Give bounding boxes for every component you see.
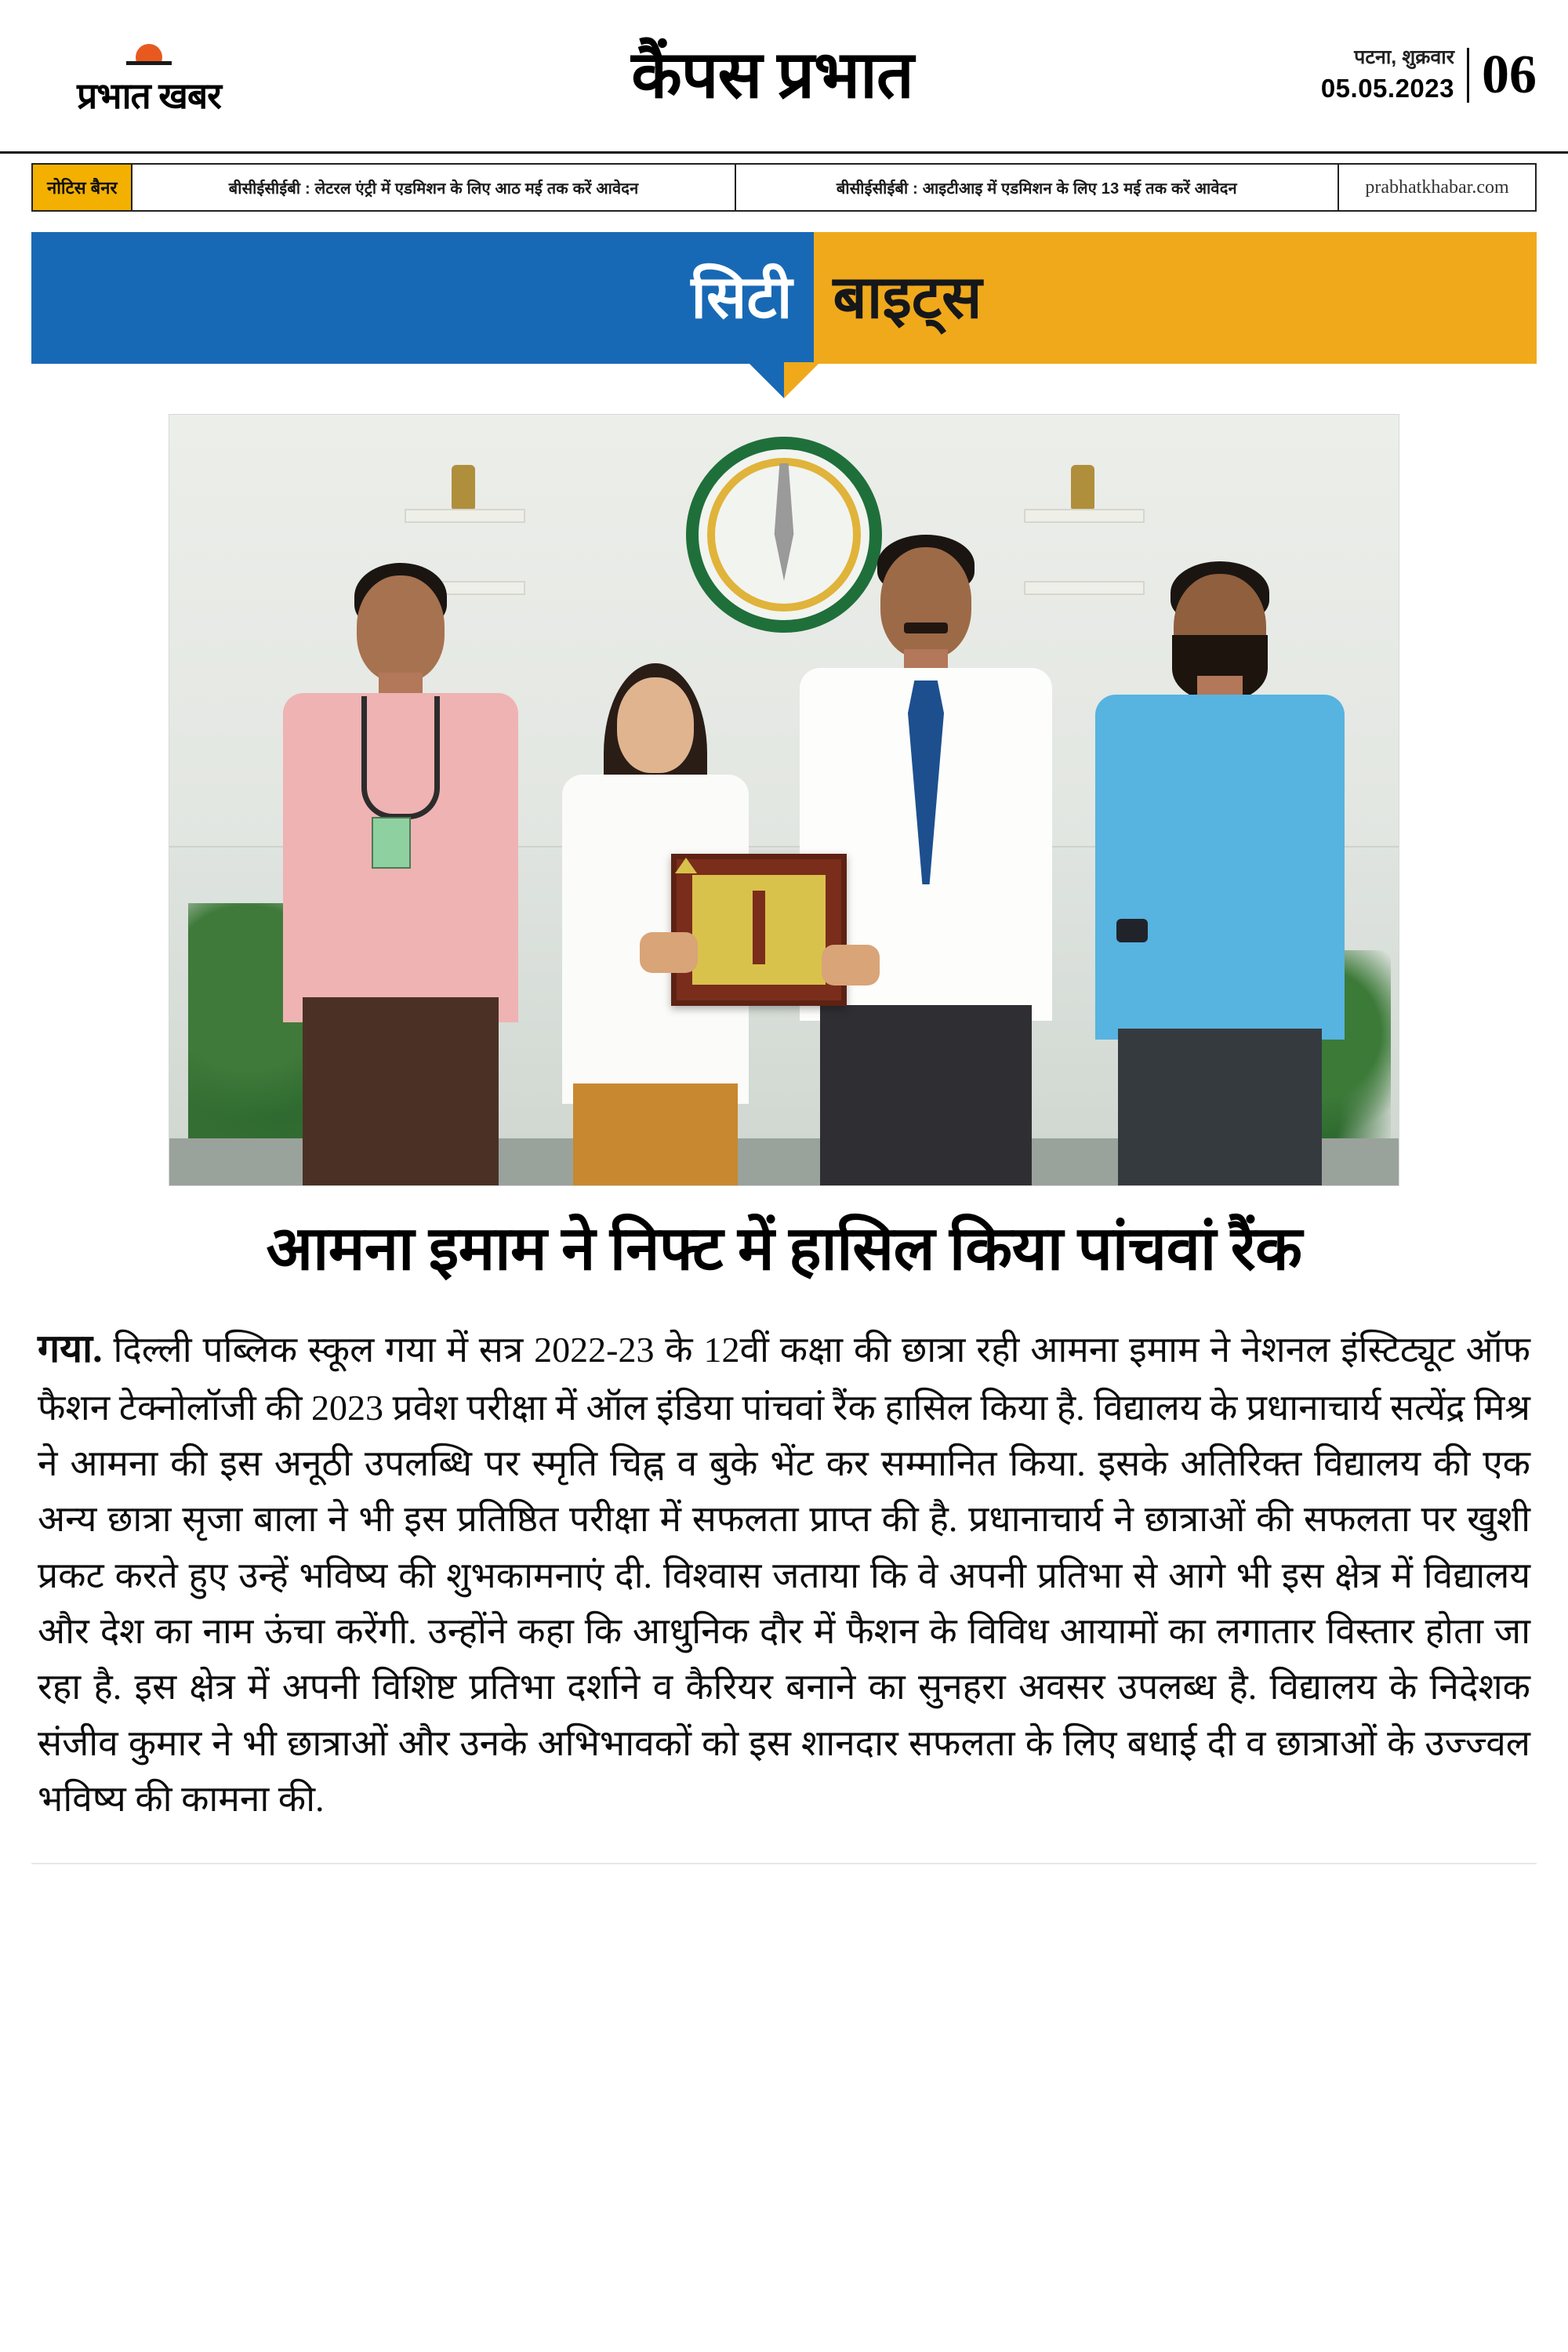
article-headline: आमना इमाम ने निफ्ट में हासिल किया पांचवां रैंक (266, 1214, 1302, 1283)
memento-plaque (671, 854, 847, 1006)
section-banner-left-text: सिटी (691, 265, 793, 331)
notice-item[interactable]: बीसीईसीईबी : लेटरल एंट्री में एडमिशन के लिए आठ मई तक करें आवेदन (132, 165, 735, 210)
article-photo (169, 414, 1399, 1186)
banner-notch-right-icon (784, 362, 820, 398)
masthead (0, 0, 1568, 154)
notice-banner-strip (31, 163, 1537, 212)
dateline-date: 05.05.2023 (1320, 74, 1454, 103)
section-banner-right-text: बाइट्स (833, 265, 982, 331)
sun-over-band-icon (126, 42, 172, 77)
wristwatch-icon (1116, 919, 1148, 942)
person-staff-right (1087, 550, 1353, 1185)
person-teacher-left (271, 558, 530, 1185)
banner-notch-left-icon (748, 362, 784, 398)
wall-shelf (405, 509, 525, 523)
masthead-dateline-block (1278, 45, 1537, 106)
hand-left (640, 932, 698, 973)
trophy-icon (452, 465, 475, 509)
wall-shelf (1024, 509, 1145, 523)
website-url[interactable]: prabhatkhabar.com (1365, 176, 1509, 198)
dateline-city: पटना, शुक्रवार (1354, 46, 1454, 69)
lanyard-icon (361, 696, 440, 819)
section-banner (31, 232, 1537, 397)
dateline (1321, 45, 1454, 106)
section-masthead-title: कैंपस प्रभात (631, 39, 913, 112)
article-dateline-word: गया. (38, 1327, 103, 1371)
publication-logo[interactable] (31, 38, 267, 114)
publication-logo-text: प्रभात खबर (77, 75, 221, 116)
notice-item[interactable]: बीसीईसीईबी : आइटीआइ में एडमिशन के लिए 13 मई तक करें आवेदन (736, 165, 1339, 210)
hand-right (822, 945, 880, 985)
star-icon (675, 858, 697, 873)
section-banner-right (814, 232, 1537, 364)
article-body-text: दिल्ली पब्लिक स्कूल गया में सत्र 2022-23 के 12वीं कक्षा की छात्रा रही आमना इमाम ने नेशनल इंस्टिट्यूट ऑफ फैशन टेक्नोलॉजी की 2023 प्रवेश परीक्षा में ऑल इंडिया पांचवां रैंक हासिल किया है. विद्यालय के प्रधानाचार्य सत्येंद्र मिश्र ने आमना की इस अनूठी उपलब्धि पर स्मृति चिह्न व बुके भेंट कर सम्मानित किया. इसके अतिरिक्त विद्यालय की एक अन्य छात्रा सृजा बाला ने भी इस प्रतिष्ठित परीक्षा में सफलता प्राप्त की है. प्रधानाचार्य ने छात्राओं की सफलता पर खुशी प्रकट करते हुए उन्हें भविष्य की शुभकामनाएं दी. विश्वास जताया कि वे अपनी प्रतिभा से आगे भी इस क्षेत्र में विद्यालय और देश का नाम ऊंचा करेंगी. उन्होंने कहा कि आधुनिक दौर में फैशन के विविध आयामों का लगातार विस्तार होता जा रहा है. इस क्षेत्र में अपनी विशिष्ट प्रतिभा दर्शाने व कैरियर बनाने का सुनहरा अवसर उपलब्ध है. विद्यालय के निदेशक संजीव कुमार ने भी छात्राओं और उनके अभिभावकों को इस शानदार सफलता के लिए बधाई दी व छात्राओं के उज्ज्वल भविष्य की कामना की. (38, 1330, 1531, 1819)
article (31, 414, 1537, 1827)
section-banner-left (31, 232, 814, 364)
trophy-icon (1071, 465, 1094, 509)
article-body (31, 1319, 1537, 1827)
page-number: 06 (1467, 48, 1537, 103)
footer-divider (31, 1863, 1537, 1864)
notice-banner-badge: नोटिस बैनर (33, 165, 132, 210)
id-badge-icon (372, 817, 411, 869)
